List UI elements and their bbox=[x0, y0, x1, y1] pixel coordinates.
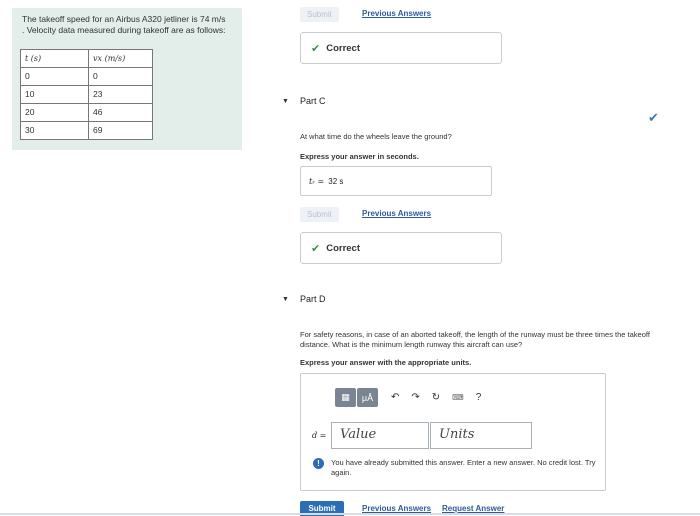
check-icon: ✔ bbox=[311, 242, 321, 255]
help-button[interactable]: ? bbox=[475, 392, 482, 403]
info-icon: ! bbox=[313, 458, 324, 469]
table-cell: 10 bbox=[21, 86, 89, 104]
table-cell: 20 bbox=[21, 104, 89, 122]
feedback-text: You have already submitted this answer. Enter a new answer. No credit lost. Try again. bbox=[331, 458, 596, 477]
collapse-chevron-icon[interactable]: ✔ bbox=[648, 110, 659, 125]
check-icon: ✔ bbox=[311, 42, 321, 55]
keyboard-icon[interactable]: ⌨ bbox=[452, 393, 464, 402]
part-d-variable: d = bbox=[312, 431, 327, 440]
velocity-table bbox=[20, 49, 153, 140]
feedback-message bbox=[313, 458, 603, 478]
part-d-instruction: Express your answer with the appropriate units. bbox=[300, 358, 472, 367]
reset-icon[interactable]: ↻ bbox=[431, 392, 441, 403]
answer-editor bbox=[300, 373, 606, 491]
part-d-header[interactable] bbox=[282, 294, 325, 304]
table-row bbox=[21, 122, 153, 140]
part-b-submit-button[interactable]: Submit bbox=[300, 7, 339, 22]
table-cell: 0 bbox=[21, 68, 89, 86]
request-answer-link[interactable]: Request Answer bbox=[442, 504, 505, 513]
math-toolbar bbox=[335, 388, 481, 407]
redo-icon[interactable]: ↷ bbox=[411, 392, 420, 403]
caret-down-icon: ▼ bbox=[282, 295, 289, 303]
table-row bbox=[21, 104, 153, 122]
undo-icon[interactable]: ↶ bbox=[391, 392, 400, 403]
part-c-question: At what time do the wheels leave the ground? bbox=[300, 132, 452, 141]
part-c-result-label: Correct bbox=[326, 242, 361, 254]
table-row bbox=[21, 68, 153, 86]
part-c-answer-value: 32 s bbox=[328, 176, 344, 186]
part-c-result bbox=[300, 232, 502, 264]
table-header-time: t (s) bbox=[21, 50, 89, 68]
units-input[interactable]: Units bbox=[430, 422, 532, 449]
table-cell: 69 bbox=[89, 122, 153, 140]
table-cell: 0 bbox=[89, 68, 153, 86]
part-c-title: Part C bbox=[299, 96, 326, 106]
units-button[interactable]: μÅ bbox=[357, 388, 378, 407]
part-d-previous-answers-link[interactable]: Previous Answers bbox=[362, 504, 432, 513]
part-b-result-label: Correct bbox=[326, 42, 361, 54]
table-cell: 46 bbox=[89, 104, 153, 122]
part-c-header[interactable] bbox=[282, 96, 325, 106]
part-c-previous-answers-link[interactable]: Previous Answers bbox=[362, 209, 432, 218]
templates-icon[interactable]: ▦ bbox=[335, 388, 356, 407]
part-c-submit-button[interactable]: Submit bbox=[300, 207, 339, 222]
part-b-previous-answers-link[interactable]: Previous Answers bbox=[362, 9, 432, 18]
part-d-title: Part D bbox=[299, 294, 326, 304]
part-c-instruction: Express your answer in seconds. bbox=[300, 152, 419, 161]
value-input[interactable]: Value bbox=[331, 422, 429, 449]
table-row bbox=[21, 86, 153, 104]
part-c-answer-field[interactable] bbox=[300, 166, 492, 196]
problem-text: The takeoff speed for an Airbus A320 jetliner is 74 m/s . Velocity data measured during takeoff are as follows: bbox=[22, 14, 226, 35]
caret-down-icon: ▼ bbox=[282, 97, 289, 105]
part-d-question: For safety reasons, in case of an aborted takeoff, the length of the runway must be three times the takeoff distance. What is the minimum length runway this aircraft can use? bbox=[300, 330, 650, 349]
part-c-answer-variable: tᵣ = bbox=[309, 176, 325, 186]
table-header-velocity: vx (m/s) bbox=[89, 50, 153, 68]
part-b-result bbox=[300, 32, 502, 64]
part-d-submit-button[interactable]: Submit bbox=[300, 501, 344, 516]
table-cell: 23 bbox=[89, 86, 153, 104]
problem-statement bbox=[12, 8, 242, 150]
table-cell: 30 bbox=[21, 122, 89, 140]
